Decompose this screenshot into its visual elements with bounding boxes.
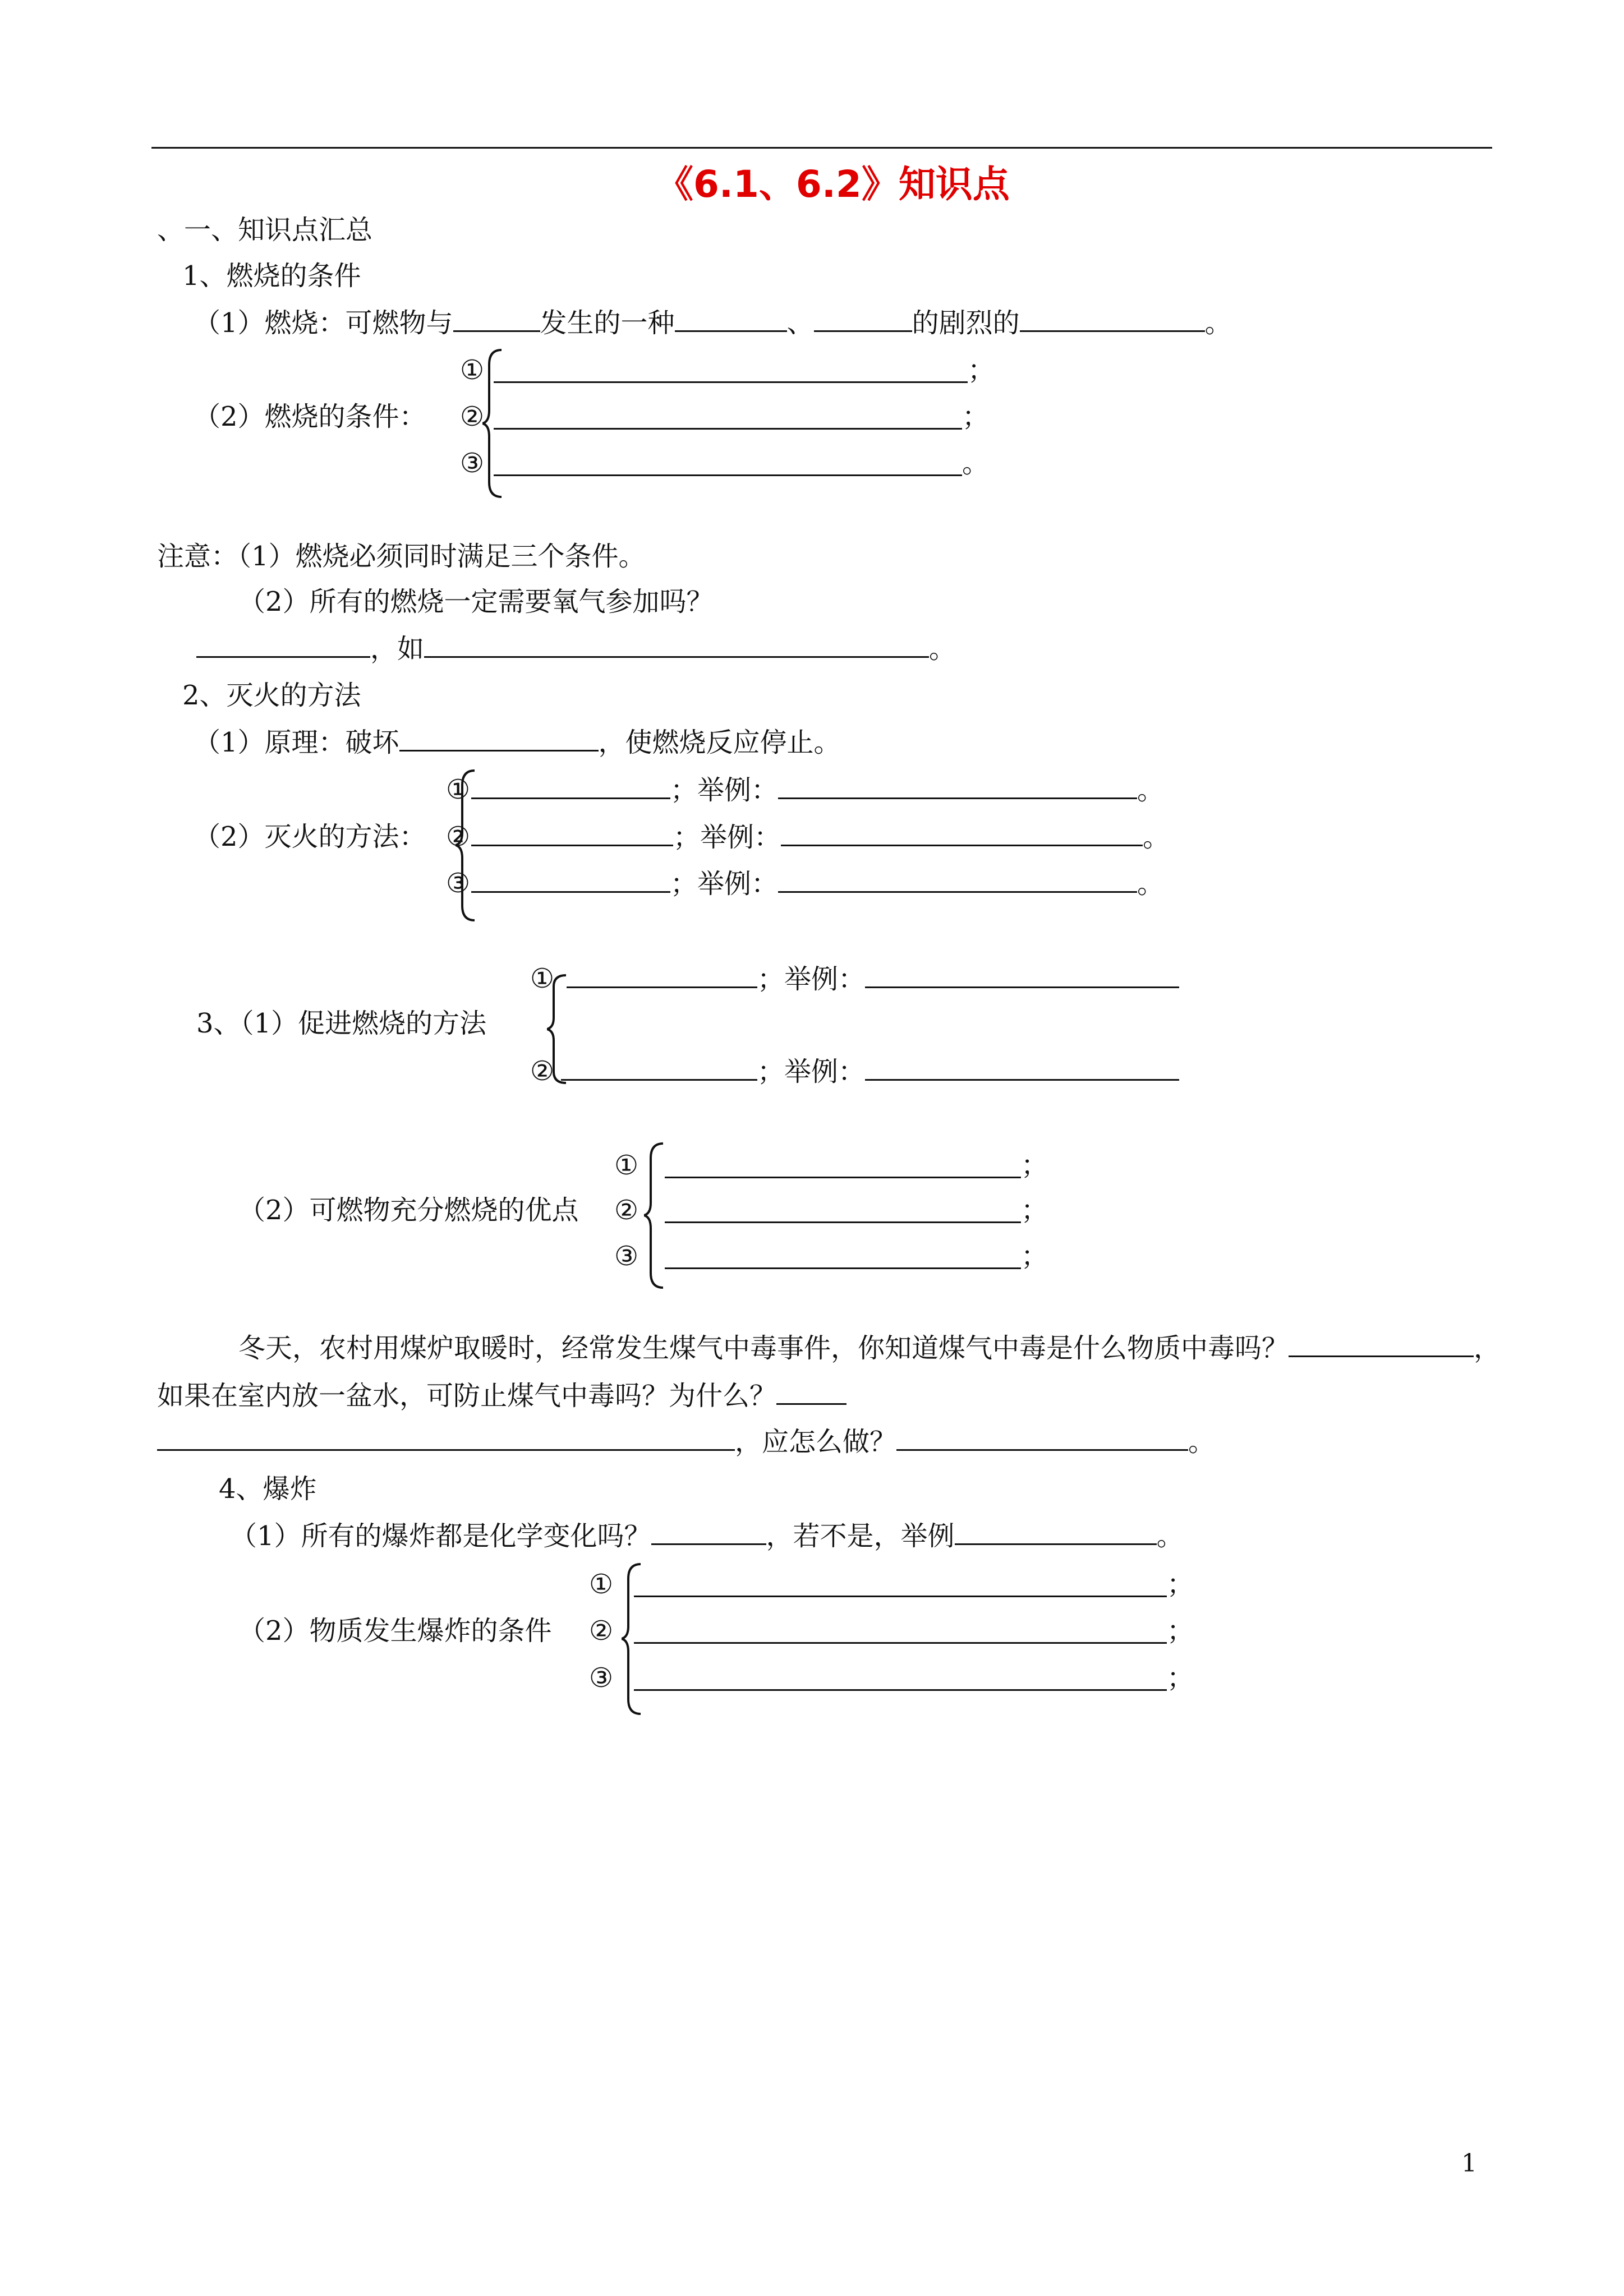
- para-line2: 如果在室内放一盆水，可防止煤气中毒吗？为什么？: [157, 1378, 846, 1413]
- blank[interactable]: [567, 962, 757, 988]
- marker: ②: [446, 821, 471, 852]
- blank[interactable]: [865, 962, 1179, 988]
- punct: ；: [968, 354, 995, 386]
- marker: ②: [460, 401, 485, 432]
- blank[interactable]: [424, 631, 929, 658]
- blank[interactable]: [494, 381, 968, 383]
- blank[interactable]: [561, 1054, 757, 1081]
- page-title: 《6.1、6.2》知识点: [656, 163, 1010, 206]
- para-line1: 冬天，农村用煤炉取暖时，经常发生煤气中毒事件，你知道煤气中毒是什么物质中毒吗？ ，: [238, 1331, 1501, 1365]
- s2-methods-label: （2）灭火的方法：: [194, 821, 426, 852]
- blank[interactable]: [634, 1689, 1167, 1691]
- s1-heading: 1、燃烧的条件: [182, 260, 361, 292]
- blank[interactable]: [196, 631, 370, 658]
- punct: ；: [1021, 1241, 1048, 1272]
- note-line1: 注意：（1）燃烧必须同时满足三个条件。: [157, 541, 646, 572]
- blank[interactable]: [471, 866, 670, 893]
- header-rule: [151, 147, 1492, 149]
- marker: ①: [460, 354, 485, 386]
- blank[interactable]: [494, 428, 962, 430]
- punct: ；: [1021, 1150, 1048, 1181]
- punct: 。: [962, 448, 990, 479]
- blank[interactable]: [665, 1177, 1021, 1178]
- blank[interactable]: [634, 1596, 1167, 1597]
- marker: ①: [446, 774, 471, 805]
- punct: ；: [1021, 1195, 1048, 1226]
- marker: ①: [530, 963, 555, 994]
- blank[interactable]: [399, 725, 599, 751]
- page-number: 1: [1461, 2149, 1477, 2178]
- blank[interactable]: [781, 820, 1143, 846]
- s2-row2: ；举例： 。: [471, 820, 1170, 854]
- s2-row1: ；举例： 。: [471, 773, 1164, 807]
- marker: ②: [589, 1615, 614, 1647]
- brace-icon: [482, 348, 505, 499]
- marker: ③: [446, 868, 471, 899]
- brace-icon: [644, 1141, 666, 1290]
- s4-heading: 4、爆炸: [219, 1473, 317, 1505]
- s3-advantages-label: （2）可燃物充分燃烧的优点: [238, 1195, 579, 1226]
- s4-conditions-label: （2）物质发生爆炸的条件: [238, 1615, 552, 1647]
- blank[interactable]: [157, 1424, 735, 1451]
- s2-line1: （1）原理：破坏 ，使燃烧反应停止。: [194, 725, 841, 759]
- s1-line1: （1）燃烧：可燃物与 发生的一种 、 的剧烈的 。: [194, 306, 1232, 340]
- note-line2: （2）所有的燃烧一定需要氧气参加吗？: [238, 586, 714, 617]
- blank[interactable]: [865, 1054, 1179, 1081]
- s3-promote-label: 3、（1）促进燃烧的方法: [196, 1008, 487, 1039]
- blank[interactable]: [778, 866, 1137, 893]
- blank[interactable]: [471, 820, 673, 846]
- marker: ③: [614, 1241, 639, 1272]
- punct: ；: [1167, 1662, 1194, 1694]
- blank[interactable]: [955, 1519, 1157, 1545]
- blank[interactable]: [896, 1424, 1188, 1451]
- marker: ①: [614, 1150, 639, 1181]
- s1-conditions-label: （2）燃烧的条件：: [194, 401, 426, 432]
- blank[interactable]: [776, 1378, 846, 1405]
- section-heading: 、一、知识点汇总: [157, 214, 373, 246]
- marker: ③: [460, 448, 485, 479]
- marker: ②: [530, 1055, 555, 1087]
- blank[interactable]: [665, 1267, 1021, 1269]
- blank[interactable]: [634, 1642, 1167, 1644]
- blank[interactable]: [494, 474, 962, 476]
- blank[interactable]: [675, 306, 787, 332]
- s4-line1: （1）所有的爆炸都是化学变化吗？ ，若不是，举例 。: [230, 1519, 1184, 1553]
- s3-row1: ；举例：: [567, 962, 1179, 996]
- note-line3: ，如 。: [196, 631, 956, 666]
- punct: ；: [1167, 1615, 1194, 1647]
- s3-row2: ；举例：: [561, 1054, 1179, 1089]
- brace-icon: [622, 1562, 644, 1716]
- blank[interactable]: [651, 1519, 766, 1545]
- marker: ①: [589, 1569, 614, 1600]
- blank[interactable]: [778, 773, 1137, 799]
- marker: ②: [614, 1195, 639, 1226]
- blank[interactable]: [814, 306, 912, 332]
- blank[interactable]: [1289, 1331, 1474, 1357]
- s2-heading: 2、灭火的方法: [182, 680, 361, 711]
- s2-row3: ；举例： 。: [471, 866, 1164, 901]
- punct: ；: [962, 401, 990, 432]
- blank[interactable]: [453, 306, 540, 332]
- blank[interactable]: [471, 773, 670, 799]
- blank[interactable]: [665, 1221, 1021, 1223]
- punct: ；: [1167, 1569, 1194, 1600]
- marker: ③: [589, 1662, 614, 1694]
- blank[interactable]: [1020, 306, 1205, 332]
- para-line3: ，应怎么做？ 。: [157, 1424, 1215, 1459]
